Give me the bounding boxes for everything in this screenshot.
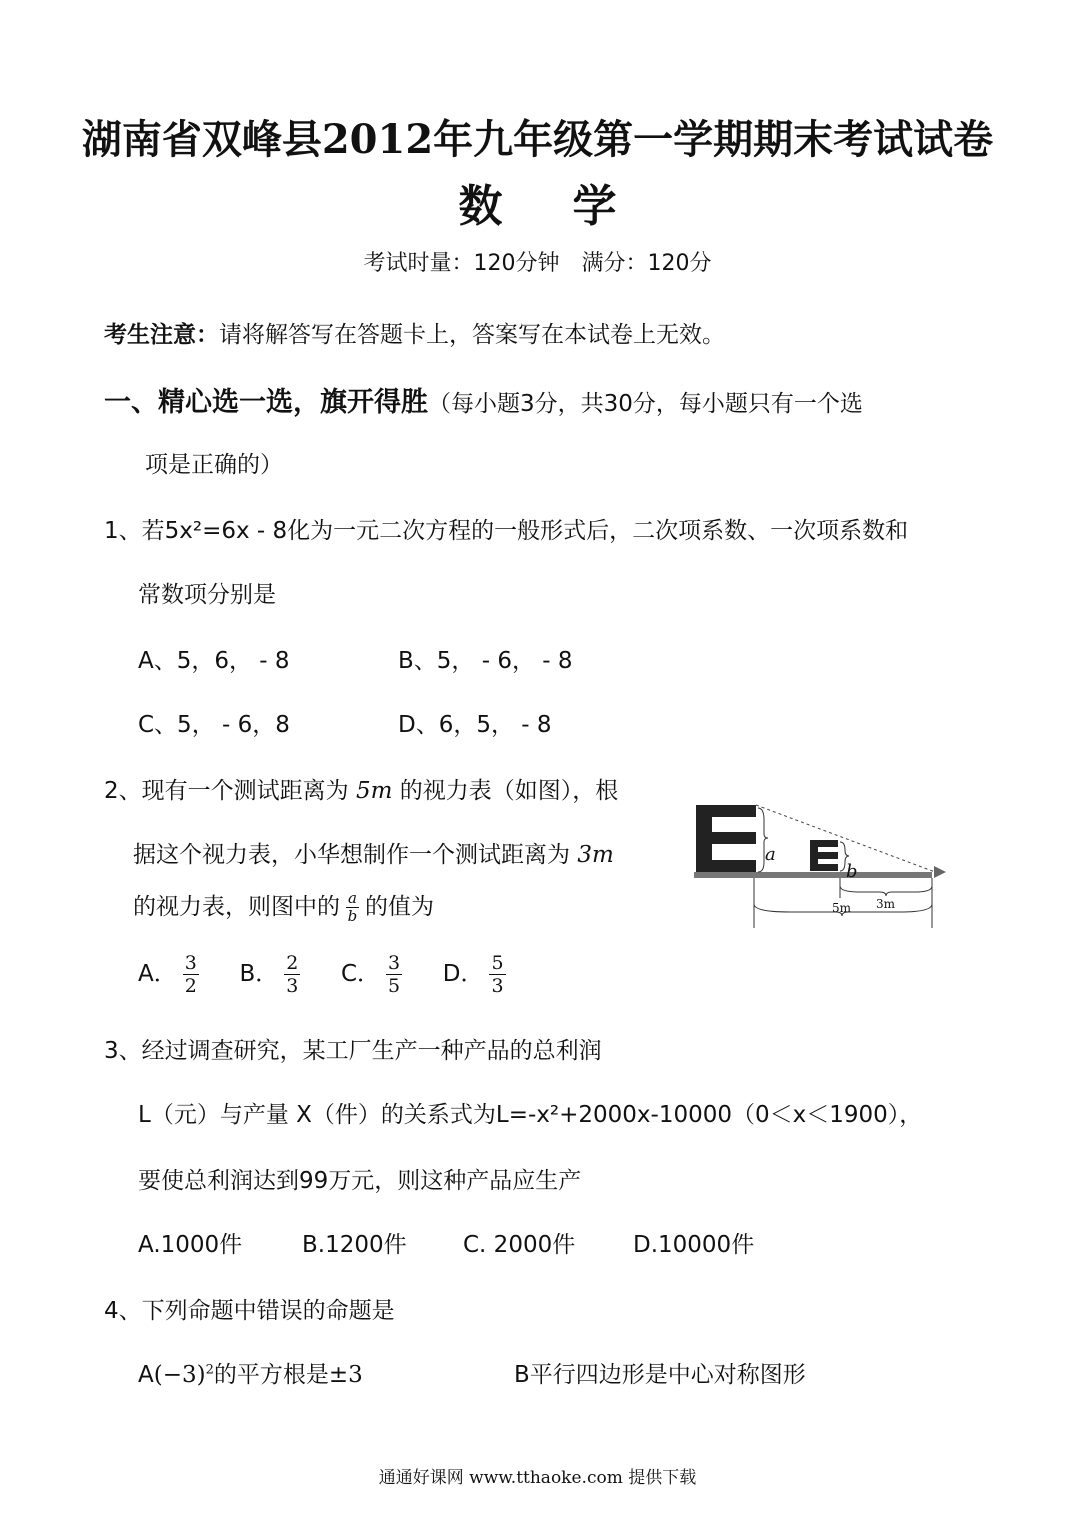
brace-3m xyxy=(840,886,932,896)
q2-option-d-label: D． xyxy=(442,961,484,987)
q2-option-a-label: A． xyxy=(138,961,177,987)
q2-distance-5m: 5m xyxy=(355,778,393,804)
q3-option-d: D.10000件 xyxy=(633,1232,755,1258)
label-b: b xyxy=(846,861,858,882)
q3-line3: 要使总利润达到99万元，则这种产品应生产 xyxy=(138,1168,582,1194)
frac-den: 3 xyxy=(491,975,504,997)
frac-num: 2 xyxy=(286,952,299,974)
section1-desc-line2: 项是正确的） xyxy=(145,452,283,478)
section1-title: 一、精心选一选，旗开得胜 xyxy=(104,387,428,418)
q4-option-a-value: ±3 xyxy=(328,1362,363,1388)
q4-option-a-exponent: 2 xyxy=(205,1362,214,1378)
q4-option-a-label: A xyxy=(138,1362,154,1388)
frac-num: 3 xyxy=(184,952,197,974)
q2-line3-text-a: 的视力表，则图中的 xyxy=(133,894,340,920)
q1-option-c: C、5， - 6，8 xyxy=(138,712,290,738)
q2-options xyxy=(138,952,512,997)
q2-option-c-frac xyxy=(386,952,402,997)
q3-line2: L（元）与产量 X（件）的关系式为L=-x²+2000x-10000（0＜x＜1900）， xyxy=(138,1102,923,1128)
q2-distance-3m: 3m xyxy=(577,842,614,868)
exam-info: 考试时量：120分钟 满分：120分 xyxy=(363,251,712,276)
notice xyxy=(104,316,725,349)
q2-line1 xyxy=(104,772,618,805)
q1-line2: 常数项分别是 xyxy=(138,582,276,608)
ground-line xyxy=(694,872,932,878)
eye-icon xyxy=(934,866,946,878)
subject-title: 数学 xyxy=(458,181,687,232)
q2-line1-text-a: 2、现有一个测试距离为 xyxy=(104,778,349,804)
q2-option-c xyxy=(340,952,408,997)
q2-line3-text-b: 的值为 xyxy=(364,894,434,920)
q3-option-b: B.1200件 xyxy=(302,1232,407,1258)
q1-option-d: D、6，5， - 8 xyxy=(398,712,552,738)
q3-option-c: C. 2000件 xyxy=(463,1232,576,1258)
q2-option-b-frac xyxy=(284,952,300,997)
q3-option-a: A.1000件 xyxy=(138,1232,243,1258)
q4-line1: 4、下列命题中错误的命题是 xyxy=(104,1298,395,1324)
frac-num: 3 xyxy=(388,952,401,974)
q2-option-b-label: B． xyxy=(239,961,279,987)
big-e-icon xyxy=(696,805,756,872)
q2-option-d xyxy=(442,952,512,997)
q2-line2 xyxy=(133,836,614,869)
q2-fraction-a-over-b xyxy=(346,890,359,925)
q2-option-a xyxy=(138,952,205,997)
q2-option-c-label: C． xyxy=(340,961,381,987)
vision-chart-figure xyxy=(690,800,960,935)
q4-option-a xyxy=(138,1356,363,1389)
section1-heading xyxy=(104,380,863,419)
q4-option-a-text: 的平方根是 xyxy=(213,1362,329,1388)
q2-line3 xyxy=(133,888,434,925)
q4-option-a-expr: (−3) xyxy=(153,1362,206,1388)
frac-den: b xyxy=(347,907,358,925)
q2-option-b xyxy=(239,952,306,997)
label-a: a xyxy=(765,844,776,865)
q1-option-a: A、5，6， - 8 xyxy=(138,648,290,674)
section1-desc-line1: （每小题3分，共30分，每小题只有一个选 xyxy=(428,391,863,417)
q1-option-b: B、5， - 6， - 8 xyxy=(398,648,573,674)
frac-num: 5 xyxy=(491,952,504,974)
frac-den: 2 xyxy=(184,975,197,997)
exam-title: 湖南省双峰县2012年九年级第一学期期末考试试卷 xyxy=(81,116,994,163)
small-e-icon xyxy=(810,840,838,871)
frac-num: a xyxy=(348,889,357,907)
notice-text: 请将解答写在答题卡上，答案写在本试卷上无效。 xyxy=(219,322,725,348)
frac-den: 3 xyxy=(286,975,299,997)
q1-line1: 1、若5x²=6x - 8化为一元二次方程的一般形式后，二次项系数、一次项系数和 xyxy=(104,518,909,544)
label-5m: 5m xyxy=(832,901,852,915)
footer: 通通好课网 www.tthaoke.com 提供下载 xyxy=(378,1468,697,1488)
q2-option-d-frac xyxy=(489,952,505,997)
q4-option-b: B平行四边形是中心对称图形 xyxy=(514,1362,806,1388)
q2-option-a-frac xyxy=(183,952,199,997)
q3-line1: 3、经过调查研究，某工厂生产一种产品的总利润 xyxy=(104,1038,602,1064)
q2-line1-text-b: 的视力表（如图），根 xyxy=(399,778,619,804)
frac-den: 5 xyxy=(388,975,401,997)
notice-label: 考生注意： xyxy=(104,322,219,348)
q2-line2-text: 据这个视力表，小华想制作一个测试距离为 xyxy=(133,842,570,868)
label-3m: 3m xyxy=(876,897,896,911)
